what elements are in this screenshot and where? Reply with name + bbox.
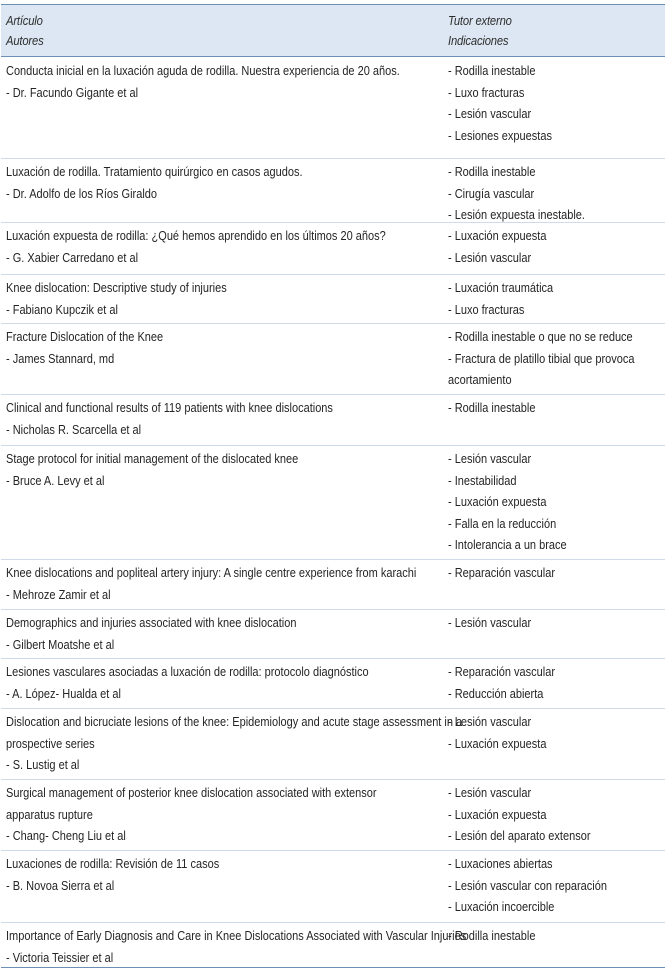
indications-cell	[448, 449, 659, 557]
article-title-text: Knee dislocation: Descriptive study of injuries	[6, 281, 227, 295]
indications-cell	[448, 854, 659, 919]
indication-item: acortamiento	[448, 373, 512, 387]
header-authors-label: Autores	[6, 34, 44, 48]
article-cell	[6, 61, 428, 104]
indication-item: - Luxación traumática	[448, 281, 554, 295]
indications-cell	[448, 662, 659, 705]
article-cell	[6, 783, 428, 848]
article-title-text: Demographics and injuries associated with knee dislocation	[6, 616, 297, 630]
indication-item: - Lesión vascular	[448, 250, 532, 265]
indications-cell	[448, 278, 659, 321]
article-cell	[6, 449, 428, 492]
indications-table	[1, 4, 665, 968]
indications-cell	[448, 398, 659, 420]
article-title-text: Luxaciones de rodilla: Revisión de 11 casos	[6, 857, 220, 871]
author-text: - G. Xabier Carredano et al	[6, 250, 139, 265]
table-row	[1, 394, 665, 446]
table-row	[1, 779, 665, 851]
article-cell	[6, 327, 428, 370]
table-row	[1, 158, 665, 223]
author-text: - B. Novoa Sierra et al	[6, 878, 115, 893]
author-text: - Gilbert Moatshe et al	[6, 637, 115, 652]
indications-cell	[448, 712, 659, 755]
table-header	[1, 5, 665, 57]
indication-item: - Lesión vascular	[448, 786, 532, 800]
article-cell	[6, 854, 428, 897]
article-title-text: Luxación de rodilla. Tratamiento quirúrgico en casos agudos.	[6, 165, 303, 179]
article-title-text: Surgical management of posterior knee dislocation associated with extensor	[6, 786, 377, 800]
table-row	[1, 922, 665, 965]
table-row	[1, 222, 665, 275]
table-row	[1, 323, 665, 395]
table-row	[1, 559, 665, 610]
article-cell	[6, 278, 428, 321]
indications-cell	[448, 226, 659, 269]
indication-item: - Luxación expuesta	[448, 495, 547, 509]
indication-item: - Rodilla inestable	[448, 165, 536, 179]
indication-item: - Reparación vascular	[448, 566, 556, 580]
indication-item: - Luxaciones abiertas	[448, 857, 553, 871]
indication-item: - Rodilla inestable	[448, 64, 536, 78]
article-cell	[6, 398, 428, 441]
indication-item: - Luxo fracturas	[448, 85, 525, 100]
indication-item: - Lesión vascular con reparación	[448, 878, 607, 893]
indications-cell	[448, 613, 659, 635]
article-title-text: Importance of Early Diagnosis and Care in Knee Dislocations Associated with Vascular Injuries	[6, 929, 467, 943]
author-text: - A. López- Hualda et al	[6, 686, 121, 701]
indication-item: - Reducción abierta	[448, 686, 544, 701]
article-cell	[6, 712, 463, 777]
author-text: - Bruce A. Levy et al	[6, 473, 105, 488]
author-text: - Dr. Adolfo de los Ríos Giraldo	[6, 186, 158, 201]
indication-item: - Fractura de platillo tibial que provoca	[448, 351, 635, 366]
table-row	[1, 850, 665, 923]
indications-cell	[448, 926, 659, 948]
article-title-text: Knee dislocations and popliteal artery injury: A single centre experience from karachi	[6, 566, 417, 580]
indication-item: - Reparación vascular	[448, 665, 556, 679]
article-cell	[6, 226, 428, 269]
article-cell	[6, 662, 428, 705]
table-row	[1, 445, 665, 560]
indication-item: - Lesión vascular	[448, 452, 532, 466]
indication-item: - Lesión del aparato extensor	[448, 829, 591, 843]
article-title-text: Clinical and functional results of 119 patients with knee dislocations	[6, 401, 333, 415]
article-title-text: prospective series	[6, 736, 95, 751]
indication-item: - Lesión vascular	[448, 107, 532, 121]
article-cell	[6, 926, 467, 969]
author-text: - Mehroze Zamir et al	[6, 587, 111, 602]
indication-item: - Cirugía vascular	[448, 186, 535, 201]
indication-item: - Luxación expuesta	[448, 229, 547, 243]
article-title-text: Luxación expuesta de rodilla: ¿Qué hemos aprendido en los últimos 20 años?	[6, 229, 386, 243]
indication-item: - Rodilla inestable	[448, 929, 536, 943]
indication-item: - Lesión expuesta inestable.	[448, 208, 585, 222]
indication-item: - Lesiones expuestas	[448, 128, 552, 143]
article-cell	[6, 563, 428, 606]
indication-item: - Rodilla inestable	[448, 401, 536, 415]
header-indications-label: Indicaciones	[448, 34, 509, 48]
indications-cell	[448, 783, 659, 848]
author-text: - Fabiano Kupczik et al	[6, 302, 118, 317]
article-title-text: apparatus rupture	[6, 807, 93, 822]
table-row	[1, 658, 665, 709]
header-tutor-indications	[448, 11, 512, 51]
author-text: - Chang- Cheng Liu et al	[6, 829, 126, 843]
indication-item: - Luxación expuesta	[448, 807, 547, 822]
author-text: - Nicholas R. Scarcella et al	[6, 422, 142, 437]
indications-cell	[448, 162, 659, 227]
indication-item: - Luxación incoercible	[448, 900, 555, 914]
article-cell	[6, 613, 428, 656]
indication-item: - Lesión vascular	[448, 616, 532, 630]
article-title-text: Conducta inicial en la luxación aguda de rodilla. Nuestra experiencia de 20 años.	[6, 64, 400, 78]
table-row	[1, 58, 665, 158]
indication-item: - Luxación expuesta	[448, 736, 547, 751]
header-article-authors	[6, 11, 44, 51]
indication-item: - Lesión vascular	[448, 715, 532, 729]
indications-cell	[448, 327, 659, 392]
header-article-label: Artículo	[6, 14, 43, 28]
article-title-text: Stage protocol for initial management of the dislocated knee	[6, 452, 299, 466]
article-title-text: Lesiones vasculares asociadas a luxación de rodilla: protocolo diagnóstico	[6, 665, 369, 679]
indication-item: - Rodilla inestable o que no se reduce	[448, 330, 633, 344]
article-title-text: Fracture Dislocation of the Knee	[6, 330, 164, 344]
indication-item: - Inestabilidad	[448, 473, 517, 488]
indications-cell	[448, 61, 659, 147]
article-title-text: Dislocation and bicruciate lesions of the knee: Epidemiology and acute stage assessment in a	[6, 715, 463, 729]
indication-item: - Luxo fracturas	[448, 302, 525, 317]
table-row	[1, 708, 665, 780]
author-text: - James Stannard, md	[6, 351, 115, 366]
header-tutor-label: Tutor externo	[448, 14, 512, 28]
indication-item: - Falla en la reducción	[448, 516, 557, 531]
author-text: - S. Lustig et al	[6, 758, 80, 772]
table-row	[1, 274, 665, 324]
indication-item: - Intolerancia a un brace	[448, 538, 567, 552]
article-cell	[6, 162, 428, 205]
table-row	[1, 609, 665, 659]
indications-cell	[448, 563, 659, 585]
author-text: - Victoria Teissier et al	[6, 950, 114, 965]
author-text: - Dr. Facundo Gigante et al	[6, 85, 139, 100]
